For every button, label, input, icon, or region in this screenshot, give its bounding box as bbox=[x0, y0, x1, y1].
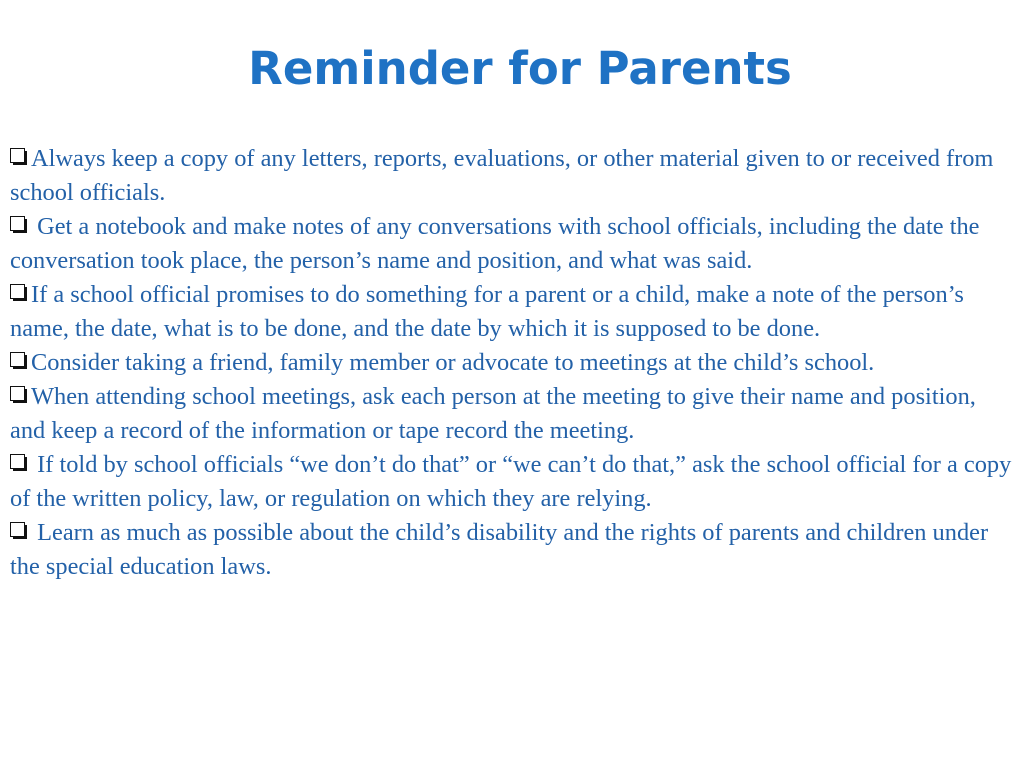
checkbox-square-icon bbox=[10, 284, 27, 301]
list-item bbox=[10, 380, 1015, 448]
slide-title: Reminder for Parents bbox=[248, 42, 792, 95]
checkbox-square-icon bbox=[10, 386, 27, 403]
reminder-text: Get a notebook and make notes of any conversations with school officials, including the date the conversation took place, the person’s name and position, and what was said. bbox=[10, 213, 980, 274]
checkbox-square-icon bbox=[10, 148, 27, 165]
reminder-text: If a school official promises to do something for a parent or a child, make a note of the person’s name, the date, what is to be done, and the date by which it is supposed to be done. bbox=[10, 281, 964, 342]
list-item bbox=[10, 278, 1015, 346]
reminder-text: Consider taking a friend, family member or advocate to meetings at the child’s school. bbox=[31, 349, 875, 376]
reminder-text: Always keep a copy of any letters, reports, evaluations, or other material given to or received from school officials. bbox=[10, 145, 994, 206]
list-item bbox=[10, 210, 1015, 278]
list-item bbox=[10, 448, 1015, 516]
reminder-text: When attending school meetings, ask each person at the meeting to give their name and position, and keep a record of the information or tape record the meeting. bbox=[10, 383, 976, 444]
checkbox-square-icon bbox=[10, 352, 27, 369]
list-item bbox=[10, 516, 1015, 584]
reminder-text: If told by school officials “we don’t do that” or “we can’t do that,” ask the school official for a copy of the written policy, law, or regulation on which they are relying. bbox=[10, 451, 1012, 512]
reminder-list bbox=[10, 142, 1015, 584]
checkbox-square-icon bbox=[10, 454, 27, 471]
reminder-text: Learn as much as possible about the child’s disability and the rights of parents and children under the special education laws. bbox=[10, 519, 989, 580]
checkbox-square-icon bbox=[10, 522, 27, 539]
list-item bbox=[10, 346, 1015, 380]
list-item bbox=[10, 142, 1015, 210]
checkbox-square-icon bbox=[10, 216, 27, 233]
